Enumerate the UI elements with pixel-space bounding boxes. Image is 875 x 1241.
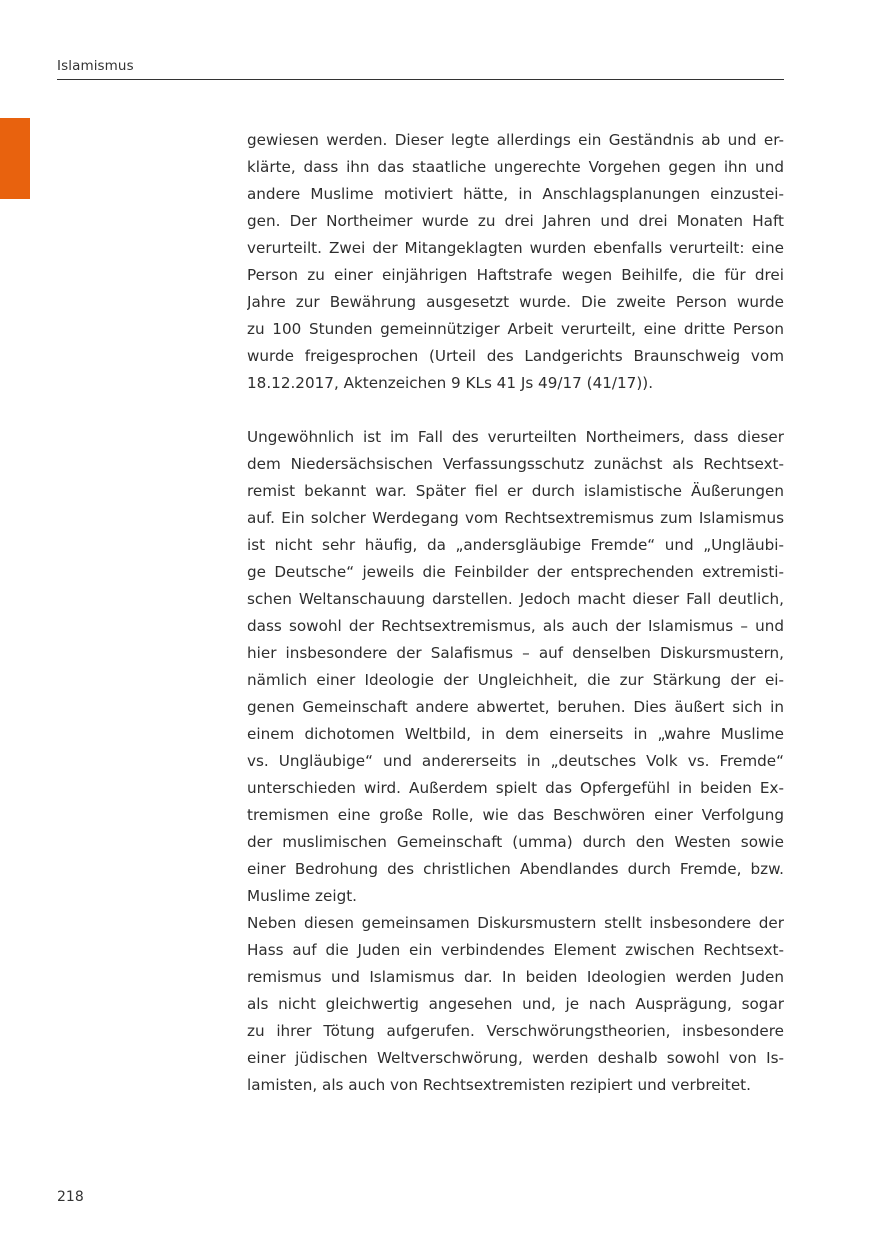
text-line: remist bekannt war. Später fiel er durch islamistische Äußerungen <box>247 482 784 500</box>
text-line: klärte, dass ihn das staatliche ungerechte Vorgehen gegen ihn und <box>247 158 784 176</box>
paragraph <box>247 910 784 1099</box>
text-line: lamisten, als auch von Rechtsextremisten rezipiert und verbreitet. <box>247 1076 751 1094</box>
text-line: als nicht gleichwertig angesehen und, je nach Ausprägung, sogar <box>247 995 784 1013</box>
text-line: 18.12.2017, Aktenzeichen 9 KLs 41 Js 49/17 (41/17)). <box>247 374 654 392</box>
text-line: ge Deutsche“ jeweils die Feinbilder der entsprechenden extremisti- <box>247 563 784 581</box>
text-line: zu 100 Stunden gemeinnütziger Arbeit verurteilt, eine dritte Person <box>247 320 784 338</box>
text-line: gewiesen werden. Dieser legte allerdings ein Geständnis ab und er- <box>247 131 784 149</box>
text-line: Person zu einer einjährigen Haftstrafe wegen Beihilfe, die für drei <box>247 266 784 284</box>
text-line: ist nicht sehr häufig, da „andersgläubige Fremde“ und „Ungläubi- <box>247 536 784 554</box>
text-line: remismus und Islamismus dar. In beiden Ideologien werden Juden <box>247 968 784 986</box>
text-line: andere Muslime motiviert hätte, in Anschlagsplanungen einzustei- <box>247 185 784 203</box>
text-line: Muslime zeigt. <box>247 887 358 905</box>
paragraph <box>247 424 784 910</box>
chapter-marker-tab <box>0 118 30 199</box>
text-line: wurde freigesprochen (Urteil des Landgerichts Braunschweig vom <box>247 347 784 365</box>
paragraph <box>247 127 784 397</box>
text-line: unterschieden wird. Außerdem spielt das Opfergefühl in beiden Ex- <box>247 779 784 797</box>
text-line: genen Gemeinschaft andere abwertet, beruhen. Dies äußert sich in <box>247 698 784 716</box>
page-number: 218 <box>57 1189 84 1205</box>
text-line: dass sowohl der Rechtsextremismus, als auch der Islamismus – und <box>247 617 784 635</box>
text-line: Jahre zur Bewährung ausgesetzt wurde. Die zweite Person wurde <box>247 293 784 311</box>
text-line: hier insbesondere der Salafismus – auf denselben Diskursmustern, <box>247 644 784 662</box>
header-divider <box>57 79 784 80</box>
text-line: zu ihrer Tötung aufgerufen. Verschwörungstheorien, insbesondere <box>247 1022 784 1040</box>
text-line: einer jüdischen Weltverschwörung, werden deshalb sowohl von Is- <box>247 1049 784 1067</box>
text-line: der muslimischen Gemeinschaft (umma) durch den Westen sowie <box>247 833 784 851</box>
text-line: gen. Der Northeimer wurde zu drei Jahren und drei Monaten Haft <box>247 212 784 230</box>
paragraph-gap <box>247 397 784 424</box>
text-line: tremismen eine große Rolle, wie das Beschwören einer Verfolgung <box>247 806 784 824</box>
text-line: Ungewöhnlich ist im Fall des verurteilten Northeimers, dass dieser <box>247 428 784 446</box>
text-line: nämlich einer Ideologie der Ungleichheit, die zur Stärkung der ei- <box>247 671 784 689</box>
text-line: verurteilt. Zwei der Mitangeklagten wurden ebenfalls verurteilt: eine <box>247 239 784 257</box>
body-text <box>247 127 784 1099</box>
text-line: schen Weltanschauung darstellen. Jedoch macht dieser Fall deutlich, <box>247 590 784 608</box>
text-line: Hass auf die Juden ein verbindendes Element zwischen Rechtsext- <box>247 941 784 959</box>
text-line: einem dichotomen Weltbild, in dem einerseits in „wahre Muslime <box>247 725 784 743</box>
running-header-title: Islamismus <box>57 58 134 74</box>
text-line: dem Niedersächsischen Verfassungsschutz zunächst als Rechtsext- <box>247 455 784 473</box>
text-line: auf. Ein solcher Werdegang vom Rechtsextremismus zum Islamismus <box>247 509 784 527</box>
text-line: Neben diesen gemeinsamen Diskursmustern stellt insbesondere der <box>247 914 784 932</box>
text-line: vs. Ungläubige“ und andererseits in „deutsches Volk vs. Fremde“ <box>247 752 784 770</box>
text-line: einer Bedrohung des christlichen Abendlandes durch Fremde, bzw. <box>247 860 784 878</box>
